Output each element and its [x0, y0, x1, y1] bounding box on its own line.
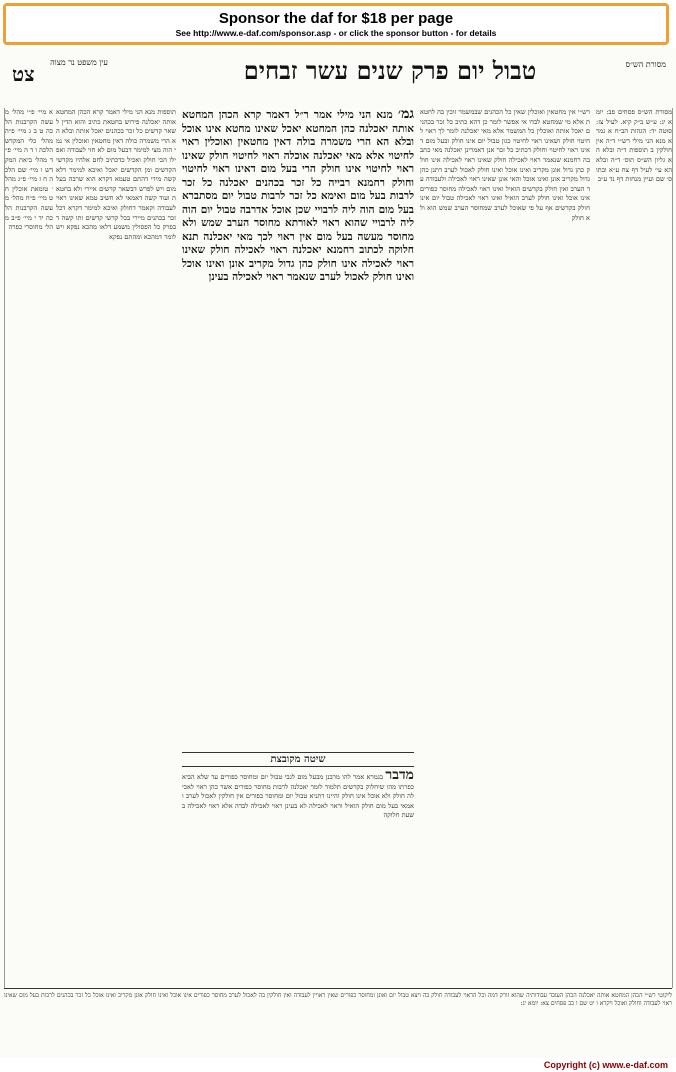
right-margin-text: מסורת הש״ס פסחים פב: יומא יג: ע״ש ב״ק קיא. לעיל צז: סוטה יד: הגהות הב״ח א גמרא מנא הני מילי רש״י ד״ה אין חולקין ב תוספות ד״ה ובלא הא גליון הש״ס תוס׳ ד״ה ובלא הא עי׳ לעיל דף צח ע״א ובתוס׳ שם ועיין מנחות דף נד ע״ב — [596, 108, 672, 184]
main-text-column — [182, 108, 414, 738]
lower-section — [182, 748, 414, 978]
section-heading: שיטה מקובצת — [182, 752, 414, 767]
page-header — [0, 52, 676, 108]
right-commentary-text: רש״י אין מחטאין ואוכלין שאין כל הכהנים שבמשמר זוכין בה לחטאת אלא מי שמחטא לבדו אי אפשר לומר כן דהא כתיב כל זכר בכהנים יאכל אותה ואוכלין כל המשמר אלא מאי יאכלנה לומר לך ראוי לחיטוי חולק ושאינו ראוי לחיטוי כגון טבול יום אינו חולק ובעל מום דאינו ראוי לחיטוי וחולק דכתיב כל זכר אנן דאמרינן יאכלנה מאי כתב בה רחמנא שנאמר ראוי לאכילה חולק שאינו ראוי לאכילה אינו חולק כהן גדול אונן מקריב ואינו אוכל ואינו חולק לאכול לערב דתנן כהן גדול מקריב אונן ואינו אוכל והאי אונן שאינו ראוי לאכילה ולעבודה עד הערב ואין חולק בקדשים הואיל ואינו ראוי לאכילה מחוסר כפורים אינו אוכל ואינו חולק לערב הואיל ואינו ראוי לאכילה טבול יום אינו חולק בקדשים אף על פי שאוכל לערב שמחוסר הערב שמש הוא ולא חולק — [420, 108, 590, 222]
copyright-notice[interactable]: Copyright (c) www.e-daf.com — [543, 1060, 668, 1070]
bottom-notes-text: ליקוטי רש״י הכהן המחטא אותה יאכלנה הכהן העובד עבודותיה שהוא זורק דמה וכל הראוי לעבודה חולק בה ויצא טבול יום ואונן ומחוסר כפורים שאין ראויין לעבודה ואין חולקין בה לאכול לערב מחוסר כפורים אינו אוכל ואינו חולק אונן מקריב ואינו אוכל כל זכר בכהנים לרבות בעל מום שאינו ראוי לעבודה וחולק ואוכל ויקרא ו יט שם ו כב פסחים צא: יומא יג: — [4, 992, 672, 1007]
right-margin-column — [596, 108, 673, 988]
talmud-page — [0, 48, 676, 1058]
sponsor-banner[interactable] — [3, 3, 669, 45]
bottom-notes — [4, 988, 672, 1058]
main-text-body: מנא הני מילי אמר ר״ל דאמר קרא הכהן המחטא אותה יאכלנה כהן המחטא יאכל שאינו מחטא אינו אוכל ובלא הא הרי משמרה בולה דאין מחטאין ואוכלין ראוי לחיטוי אלא מאי יאכלנה אוכלה ראוי לחיטוי חולק שאינו ראוי לחיטוי אינו חולק הרי בעל מום דאינו ראוי לחיטוי וחולק רחמנא רבייה כל זכר בכהנים יאכלנה כל זכר לרבות בעל מום ואימא כל זכר לרבות טבול יום מסתברא בעל מום הוה ליה לרבויי שכן אוכל אדרבה טבול יום הוה ליה לרבויי שהוא ראוי לאורתא מחוסר הערב שמש ולא מחוסר מעשה בעל מום אין ראוי לכך מאי יאכלנה תנא חלוקה לכתוב רחמנא יאכלנה ראוי לאכילה חולק שאינו ראוי לאכילה אינו חולק כהן גדול מקריב אונן ואינו אוכל ואינו חולק לאכול לערב שנאמר ראוי לאכילה בעינן — [182, 109, 414, 283]
right-commentary-column — [420, 108, 590, 968]
left-commentary-column — [56, 108, 176, 968]
ein-mishpat-text: א מיי׳ פ״י מהל׳ מעשה הקרבנות הלכה ט ב ג מיי׳ פ״ה מהל׳ כלי המקדש הלכה ו ד ה מיי׳ פ״ד מהל׳ ביאת המקדש ו מיי׳ שם הלכה ח ז מיי׳ פ״ג מהל׳ טומאת אוכלין ח ט מיי׳ פ״ח מהל׳ מעשה הקרבנות הלכה יד י מיי׳ פ״ב מהל׳ מחוסרי כפרה — [5, 108, 53, 232]
main-opening-word: גמ׳ — [397, 108, 414, 122]
section-keyword: מדבר — [385, 767, 414, 783]
masoret-label: מסורת הש״ס — [625, 60, 666, 69]
running-head: טבול יום פרק שנים עשר זבחים — [243, 56, 537, 85]
ein-mishpat-label: עין משפט נר מצוה — [50, 58, 108, 67]
lower-section-text: בגמרא אמר להו מרבנן מבעל מום לגבי טבול יום ומחוסר כפורים עד שלא הביא כפרתו מהו שיחלוק בקדשים תלמוד לומר יאכלנה לרבות מחוסר כפורים אשר כהן ראוי לאכילה חולק ולא אוכל אינו חולק והיינו דתניא טבול יום ומחוסר כפורים אין חולקין לאכול לערב ואמאי בעל מום חולק הואיל וראוי לאכילה לא בעינן ראוי לאכילה לבדה אלא ראוי לאכילה בשעת חלוקה — [182, 773, 414, 820]
banner-title: Sponsor the daf for $18 per page — [218, 10, 454, 27]
folio-number: צט — [12, 62, 35, 86]
left-margin-column — [4, 108, 53, 988]
banner-subtitle: See http://www.e-daf.com/sponsor.asp - or click the sponsor button - for details — [175, 28, 497, 38]
left-commentary-text: תוספות מנא הני מילי דאמר קרא הכהן המחטא אותה יאכלנה פירוש בחטאת כתיב והוא הדין לשאר קדשים כל זכר בכהנים יאכל אותה ובלא הא הרי משמרה כולה דאין מחטאין ואוכלין אי נמי הוה מצי למימר דבעל מום לא חזי לעבודה ואפילו הכי חולק ואכיל כדכתיב לחם אלהיו מקדשי הקדשים ומן הקדשים יאכל ואיכא למימר דלא קשה מידי דהתם טעמא דקרא הוא שרבה בעל מום ויש לפרש דבשאר קדשים איירי ולא בחטאת ועוד קשה דאמאי לא חשיב טמא שאינו ראוי לעבודה וקאמר דחולק ואיכא למימר דקרא דכל זכר בכהנים מיירי בכל קדשי קדשים ותו קשה דבפרק כל הפסולין משמע דלאו מהכא נפקא ויש לומר דמהכא ומהתם נפקא — [56, 108, 176, 241]
